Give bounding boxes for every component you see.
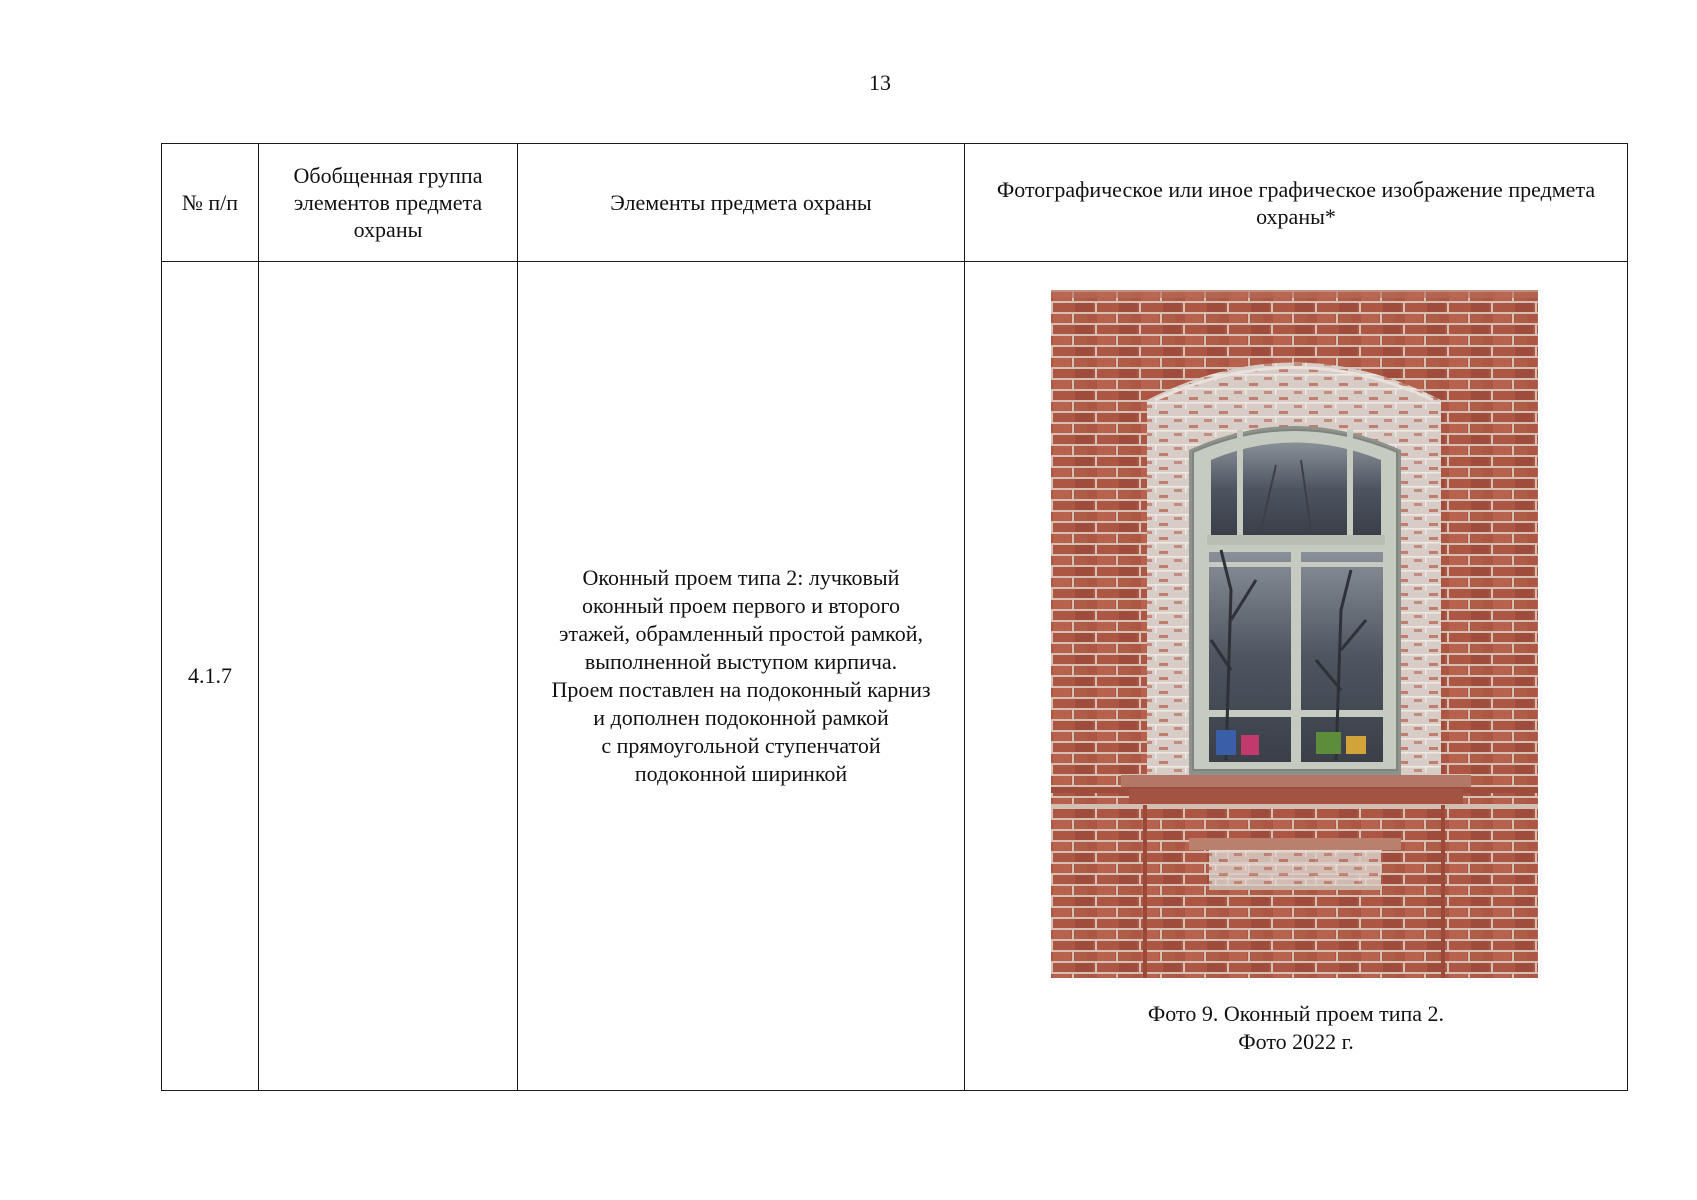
photo-caption-line: Фото 2022 г. (1238, 1029, 1354, 1054)
description-line: выполненной выступом кирпича. (584, 649, 898, 674)
table-row (162, 262, 1628, 1091)
header-photo: Фотографическое или иное графическое изображение предмета охраны* (965, 144, 1628, 262)
page-number: 13 (869, 70, 891, 95)
header-elements: Элементы предмета охраны (518, 144, 965, 262)
description-line: Оконный проем типа 2: лучковый (582, 565, 900, 590)
description-line: с прямоугольной ступенчатой (601, 733, 881, 758)
window-photo (1051, 290, 1538, 978)
brick-window-photo-image (1051, 290, 1538, 978)
cell-group (259, 262, 518, 1091)
description-line: этажей, обрамленный простой рамкой, (559, 621, 923, 646)
table-header-row (162, 144, 1628, 262)
header-number: № п/п (162, 144, 259, 262)
photo-caption-line: Фото 9. Оконный проем типа 2. (1147, 1001, 1445, 1026)
description-line: подоконной ширинкой (634, 761, 848, 786)
description-line: оконный проем первого и второго (581, 593, 901, 618)
header-group: Обобщенная группа элементов предмета охраны (259, 144, 518, 262)
protection-table (161, 143, 1628, 1091)
description-line: и дополнен подоконной рамкой (593, 705, 889, 730)
description-line: Проем поставлен на подоконный карниз (551, 677, 931, 702)
cell-description (518, 262, 965, 1091)
photo-caption (965, 1000, 1627, 1056)
cell-photo (965, 262, 1628, 1091)
cell-number: 4.1.7 (162, 262, 259, 1091)
